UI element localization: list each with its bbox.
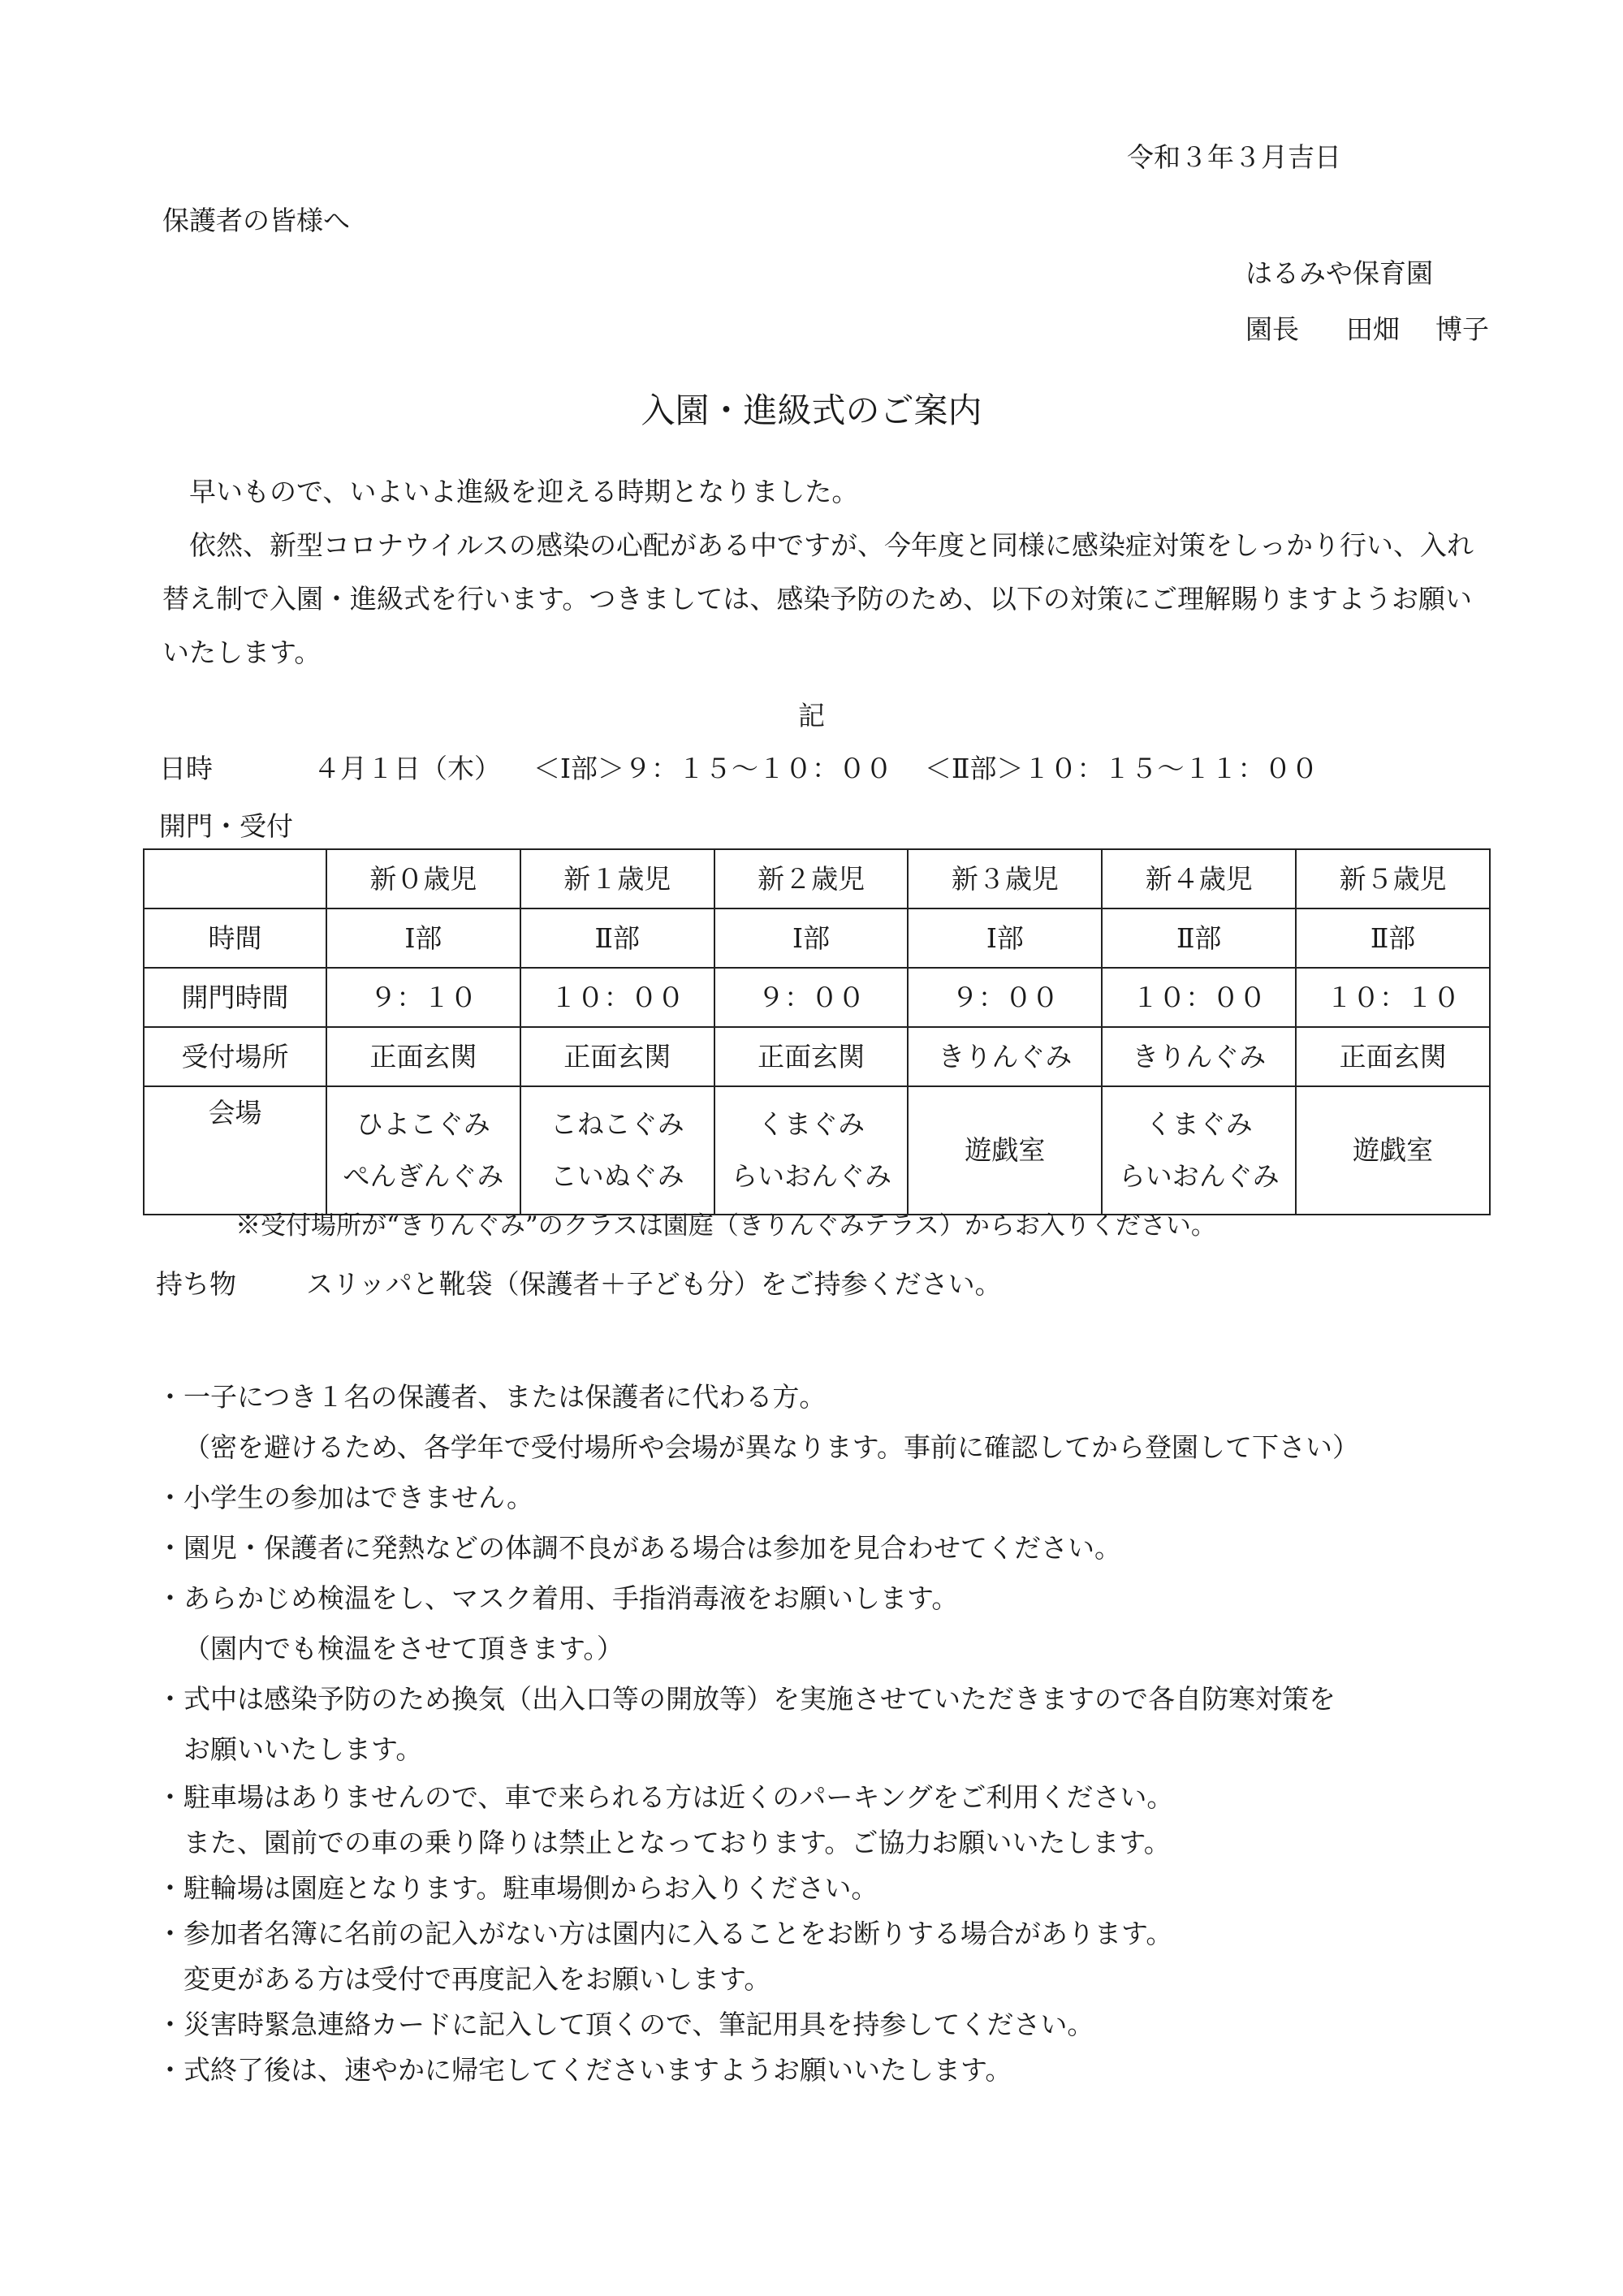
venue-line: 遊戯室 <box>965 1134 1046 1166</box>
addressee: 保護者の皆様へ <box>162 205 350 236</box>
issue-date: 令和３年３月吉日 <box>1127 141 1341 173</box>
venue-line: くまぐみ <box>1145 1108 1253 1140</box>
item-line: 園児・保護者に発熱などの体調不良がある場合は参加を見合わせてください。 <box>183 1532 1121 1564</box>
bullet: ・ <box>157 1918 183 1949</box>
list-item <box>157 1866 1496 1911</box>
table-cell: Ⅱ部 <box>1296 908 1490 968</box>
list-item <box>157 1674 1496 1775</box>
row-label: 開門時間 <box>144 968 326 1027</box>
item-line: 災害時緊急連絡カードに記入して頂くので、筆記用具を持参してください。 <box>183 2009 1094 2040</box>
table-cell <box>326 1086 520 1215</box>
row-label: 時間 <box>144 908 326 968</box>
notice-list <box>157 1372 1496 2093</box>
table-cell <box>520 1086 714 1215</box>
item-line: （園内でも検温をさせて頂きます。） <box>183 1633 624 1664</box>
belongings-label: 持ち物 <box>156 1268 236 1300</box>
row-label: 会場 <box>144 1086 326 1215</box>
intro-text <box>162 465 1486 680</box>
bullet: ・ <box>157 1781 183 1813</box>
table-cell: 正面玄関 <box>1296 1027 1490 1086</box>
list-item <box>157 1473 1496 1523</box>
item-line: あらかじめ検温をし、マスク着用、手指消毒液をお願いします。 <box>183 1582 959 1614</box>
belongings-text: スリッパと靴袋（保護者＋子ども分）をご持参ください。 <box>306 1268 1002 1300</box>
bullet: ・ <box>157 1532 183 1564</box>
item-line: 小学生の参加はできません。 <box>183 1482 533 1513</box>
item-line: お願いいたします。 <box>183 1733 423 1765</box>
column-header: 新５歳児 <box>1296 849 1490 908</box>
table-corner-cell <box>144 849 326 908</box>
table-cell: Ⅰ部 <box>714 908 909 968</box>
item-line: 式中は感染予防のため換気（出入口等の開放等）を実施させていただきますので各自防寒対策を <box>183 1683 1336 1715</box>
table-cell: １０：００ <box>1102 968 1296 1027</box>
signature-block <box>1245 312 1489 347</box>
gate-label: 開門・受付 <box>159 810 293 842</box>
table-cell <box>1296 1086 1490 1215</box>
table-cell: Ⅱ部 <box>1102 908 1296 968</box>
document-title: 入園・進級式のご案内 <box>641 391 982 430</box>
table-cell: Ⅰ部 <box>908 908 1102 968</box>
table-row <box>144 968 1490 1027</box>
table-cell: １０：００ <box>520 968 714 1027</box>
item-line: 式終了後は、速やかに帰宅してくださいますようお願いいたします。 <box>183 2054 1012 2086</box>
intro-paragraph: 早いもので、いよいよ進級を迎える時期となりました。 <box>189 476 859 507</box>
table-cell: ９：００ <box>714 968 909 1027</box>
column-header: 新４歳児 <box>1102 849 1296 908</box>
ki-heading: 記 <box>798 700 825 732</box>
schedule-label: 日時 <box>159 753 213 784</box>
table-cell: きりんぐみ <box>1102 1027 1296 1086</box>
item-line: また、園前での車の乗り降りは禁止となっております。ご協力お願いいたします。 <box>183 1827 1171 1858</box>
bullet: ・ <box>157 1381 183 1413</box>
row-label: 受付場所 <box>144 1027 326 1086</box>
table-cell: 正面玄関 <box>714 1027 909 1086</box>
table-cell: 正面玄関 <box>326 1027 520 1086</box>
list-item <box>157 1911 1496 2002</box>
list-item <box>157 1573 1496 1674</box>
table-row-venue <box>144 1086 1490 1215</box>
column-header: 新０歳児 <box>326 849 520 908</box>
table-row <box>144 908 1490 968</box>
venue-line: こいぬぐみ <box>550 1160 684 1192</box>
item-line: 駐輪場は園庭となります。駐車場側からお入りください。 <box>183 1872 878 1904</box>
bullet: ・ <box>157 1582 183 1614</box>
venue-line: こねこぐみ <box>550 1108 684 1140</box>
list-item <box>157 2048 1496 2093</box>
schedule-part2: ＜Ⅱ部＞１０：１５～１１：００ <box>925 753 1319 784</box>
venue-line: 遊戯室 <box>1353 1134 1434 1166</box>
table-header-row <box>144 849 1490 908</box>
schedule-line <box>159 751 1318 787</box>
organization-name: はるみや保育園 <box>1245 257 1433 289</box>
bullet: ・ <box>157 1482 183 1513</box>
signer-family-name: 田畑 <box>1346 313 1400 345</box>
reception-note: ※受付場所が“きりんぐみ”のクラスは園庭（きりんぐみテラス）からお入りください。 <box>235 1211 1216 1241</box>
item-line: 一子につき１名の保護者、または保護者に代わる方。 <box>183 1381 827 1413</box>
table-cell: Ⅱ部 <box>520 908 714 968</box>
list-item <box>157 1523 1496 1573</box>
venue-line: らいおんぐみ <box>1118 1160 1280 1192</box>
item-line: 変更がある方は受付で再度記入をお願いします。 <box>183 1963 771 1995</box>
schedule-date: ４月１日（木） <box>313 753 501 784</box>
signer-given-name: 博子 <box>1435 313 1489 345</box>
table-cell: １０：１０ <box>1296 968 1490 1027</box>
schedule-part1: ＜Ⅰ部＞９：１５～１０：００ <box>533 753 893 784</box>
venue-line: らいおんぐみ <box>731 1160 892 1192</box>
belongings-line <box>156 1267 1002 1302</box>
table-cell: きりんぐみ <box>908 1027 1102 1086</box>
table-cell: ９：００ <box>908 968 1102 1027</box>
schedule-table <box>143 848 1491 1215</box>
item-line: （密を避けるため、各学年で受付場所や会場が異なります。事前に確認してから登園して下さい） <box>183 1431 1360 1463</box>
item-line: 駐車場はありませんので、車で来られる方は近くのパーキングをご利用ください。 <box>183 1781 1174 1813</box>
intro-paragraph: 依然、新型コロナウイルスの感染の心配がある中ですが、今年度と同様に感染症対策をしっかり行い、入れ替え制で入園・進級式を行います。つきましては、感染予防のため、以下の対策にご理解賜りますようお願いいたします。 <box>162 529 1474 668</box>
table-cell <box>1102 1086 1296 1215</box>
column-header: 新２歳児 <box>714 849 909 908</box>
bullet: ・ <box>157 1872 183 1904</box>
bullet: ・ <box>157 2009 183 2040</box>
table-cell: ９：１０ <box>326 968 520 1027</box>
venue-line: ぺんぎんぐみ <box>343 1160 504 1192</box>
venue-line: くまぐみ <box>758 1108 865 1140</box>
table-cell: 正面玄関 <box>520 1027 714 1086</box>
table-cell <box>714 1086 909 1215</box>
table-cell: Ⅰ部 <box>326 908 520 968</box>
table-cell <box>908 1086 1102 1215</box>
column-header: 新１歳児 <box>520 849 714 908</box>
table-row <box>144 1027 1490 1086</box>
list-item <box>157 1372 1496 1473</box>
signer-role: 園長 <box>1245 313 1299 345</box>
list-item <box>157 1775 1496 1866</box>
bullet: ・ <box>157 1683 183 1715</box>
item-line: 参加者名簿に名前の記入がない方は園内に入ることをお断りする場合があります。 <box>183 1918 1173 1949</box>
venue-line: ひよこぐみ <box>356 1108 490 1140</box>
list-item <box>157 2002 1496 2048</box>
bullet: ・ <box>157 2054 183 2086</box>
column-header: 新３歳児 <box>908 849 1102 908</box>
